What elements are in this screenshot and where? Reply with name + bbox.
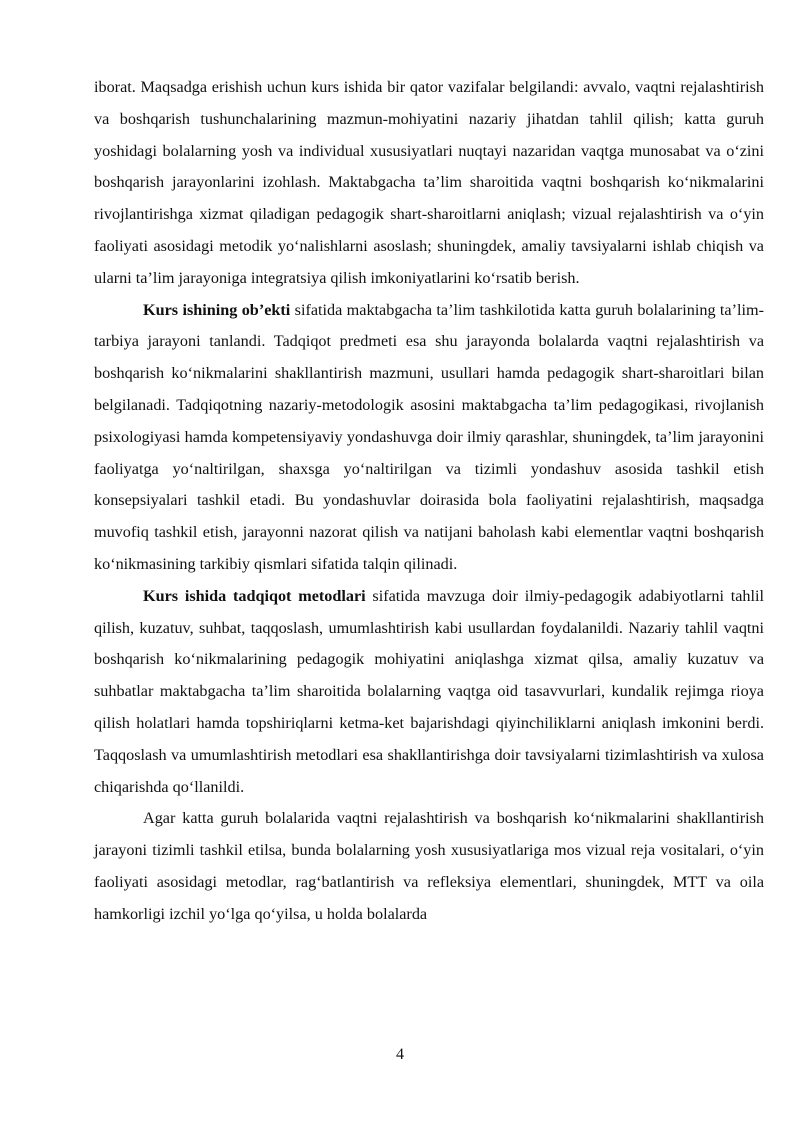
paragraph-text: iborat. Maqsadga erishish uchun kurs ishida bir qator vazifalar belgilandi: avvalo, vaqtni rejalashtirish va boshqarish tushunchalarining mazmun-mohiyatini nazariy jihatdan tahlil qilish; katta guruh yoshidagi bolalarning yosh va individual xususiyatlari nuqtayi nazaridan vaqtga munosabat va o‘zini boshqarish jarayonlarini izohlash. Maktabgacha ta’lim sharoitida vaqtni boshqarish ko‘nikmalarini rivojlantirishga xizmat qiladigan pedagogik shart-sharoitlarni aniqlash; vizual rejalashtirish va o‘yin faoliyati asosidagi metodik yo‘nalishlarni asoslash; shuningdek, amaliy tavsiyalarni ishlab chiqish va ularni ta’lim jarayoniga integratsiya qilish imkoniyatlarini ko‘rsatib berish. [94, 78, 764, 287]
paragraph-text: sifatida mavzuga doir ilmiy-pedagogik adabiyotlarni tahlil qilish, kuzatuv, suhbat, taqqoslash, umumlashtirish kabi usullardan foydalanildi. Nazariy tahlil vaqtni boshqarish ko‘nikmalarining pedagogik mohiyatini aniqlashga xizmat qilsa, amaliy kuzatuv va suhbatlar maktabgacha ta’lim sharoitida bolalarning vaqtga oid tasavvurlari, kundalik rejimga rioya qilish holatlari hamda topshiriqlarni ketma-ket bajarishdagi qiyinchiliklarni aniqlash imkonini berdi. Taqqoslash va umumlashtirish metodlari esa shakllantirishga doir tavsiyalarni tizimlashtirish va xulosa chiqarishda qo‘llanildi. [94, 586, 764, 796]
paragraph-hypothesis [94, 803, 764, 930]
paragraph-methods [94, 581, 764, 804]
document-page [94, 72, 764, 931]
page-number: 4 [396, 1046, 404, 1063]
paragraph-continuation [94, 72, 764, 295]
paragraph-text: sifatida maktabgacha ta’lim tashkilotida katta guruh bolalarining ta’lim-tarbiya jarayoni tanlandi. Tadqiqot predmeti esa shu jarayonda bolalarda vaqtni rejalashtirish va boshqarish ko‘nikmalarini shakllantirish mazmuni, usullari hamda pedagogik shart-sharoitlari bilan belgilanadi. Tadqiqotning nazariy-metodologik asosini maktabgacha ta’lim pedagogikasi, rivojlanish psixologiyasi hamda kompetensiyaviy yondashuvga doir ilmiy qarashlar, shuningdek, ta’lim jarayonini faoliyatga yo‘naltirilgan, shaxsga yo‘naltirilgan va tizimli yondashuv asosida tashkil etish konsepsiyalari tashkil etadi. Bu yondashuvlar doirasida bola faoliyatini rejalashtirish, maqsadga muvofiq tashkil etish, jarayonni nazorat qilish va natijani baholash kabi elementlar vaqtni boshqarish ko‘nikmasining tarkibiy qismlari sifatida talqin qilinadi. [94, 300, 764, 573]
paragraph-text: Agar katta guruh bolalarida vaqtni rejalashtirish va boshqarish ko‘nikmalarini shakllantirish jarayoni tizimli tashkil etilsa, bunda bolalarning yosh xususiyatlariga mos vizual reja vositalari, o‘yin faoliyati asosidagi metodlar, rag‘batlantirish va refleksiya elementlari, shuningdek, MTT va oila hamkorligi izchil yo‘lga qo‘yilsa, u holda bolalarda [94, 809, 764, 923]
paragraph-object [94, 295, 764, 581]
paragraph-lead-bold: Kurs ishining ob’ekti [143, 300, 291, 319]
paragraph-lead-bold: Kurs ishida tadqiqot metodlari [143, 586, 366, 605]
